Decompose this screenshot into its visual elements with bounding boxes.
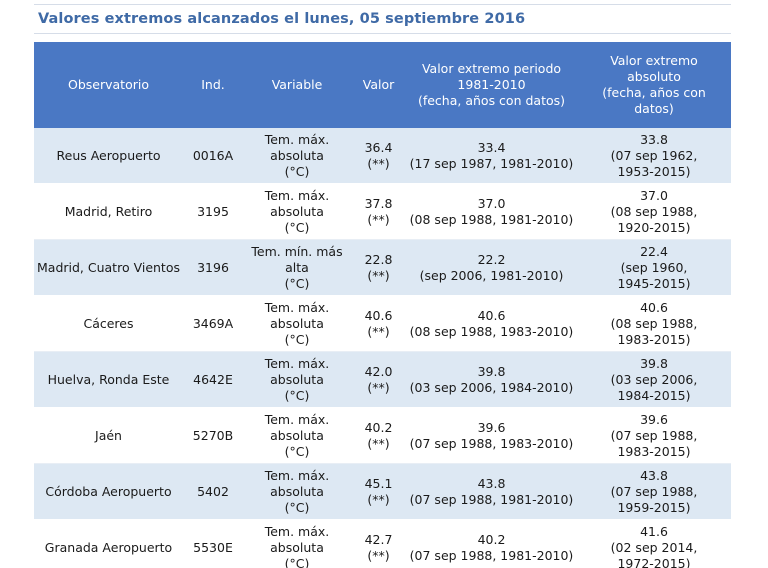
periodo-line: 43.8 (477, 475, 506, 491)
cell-ind: 4642E (183, 352, 243, 408)
table-header (34, 42, 731, 128)
valor-line: 42.7 (364, 531, 393, 547)
variable-line: Tem. máx. absoluta (264, 467, 330, 499)
cell-observatorio: Madrid, Cuatro Vientos (34, 240, 183, 296)
periodo-line: (03 sep 2006, 1984-2010) (409, 379, 574, 395)
valor-line: (**) (367, 267, 390, 283)
header-periodo (406, 42, 577, 128)
cell-periodo (406, 408, 577, 464)
periodo-line: (17 sep 1987, 1981-2010) (409, 155, 574, 171)
valor-line: (**) (367, 435, 390, 451)
absoluto-line: 1959-2015) (617, 499, 691, 515)
header-periodo-line: 1981-2010 (457, 77, 526, 92)
valor-line: 22.8 (364, 251, 393, 267)
extremes-table (34, 42, 731, 568)
header-ind: Ind. (183, 42, 243, 128)
periodo-line: (sep 2006, 1981-2010) (419, 267, 564, 283)
cell-valor (351, 184, 406, 240)
valor-line: (**) (367, 547, 390, 563)
table-body (34, 128, 731, 568)
absoluto-line: 39.8 (640, 355, 668, 371)
absoluto-line: 40.6 (640, 299, 668, 315)
cell-valor (351, 352, 406, 408)
cell-valor (351, 464, 406, 520)
absoluto-line: (08 sep 1988, (610, 203, 698, 219)
absoluto-line: (07 sep 1988, (610, 427, 698, 443)
periodo-line: 37.0 (477, 195, 506, 211)
absoluto-line: 41.6 (640, 523, 668, 539)
header-periodo-line: (fecha, años con datos) (417, 93, 566, 108)
cell-variable (243, 464, 351, 520)
header-absoluto-line: (fecha, años con (602, 85, 706, 100)
variable-line: Tem. máx. absoluta (264, 131, 330, 163)
cell-periodo (406, 352, 577, 408)
cell-observatorio: Granada Aeropuerto (34, 520, 183, 568)
periodo-line: 40.6 (477, 307, 506, 323)
periodo-line: 22.2 (477, 251, 506, 267)
cell-observatorio: Huelva, Ronda Este (34, 352, 183, 408)
periodo-line: 33.4 (477, 139, 506, 155)
cell-valor (351, 520, 406, 568)
absoluto-line: 39.6 (640, 411, 668, 427)
header-absoluto-line: absoluto (627, 69, 681, 84)
cell-variable (243, 352, 351, 408)
table-row (34, 520, 731, 568)
absoluto-line: 43.8 (640, 467, 668, 483)
header-absoluto (577, 42, 731, 128)
valor-line: 36.4 (364, 139, 393, 155)
header-row (34, 42, 731, 128)
periodo-line: (07 sep 1988, 1983-2010) (409, 435, 574, 451)
cell-variable (243, 128, 351, 184)
cell-ind: 5402 (183, 464, 243, 520)
variable-line: Tem. máx. absoluta (264, 411, 330, 443)
cell-absoluto (577, 184, 731, 240)
variable-line: Tem. mín. más alta (251, 243, 343, 275)
absoluto-line: (07 sep 1988, (610, 483, 698, 499)
absoluto-line: 22.4 (640, 243, 668, 259)
cell-absoluto (577, 464, 731, 520)
page-title: Valores extremos alcanzados el lunes, 05 septiembre 2016 (38, 11, 526, 27)
table-row (34, 240, 731, 296)
cell-observatorio: Cáceres (34, 296, 183, 352)
absoluto-line: (sep 1960, (620, 259, 688, 275)
cell-ind: 3469A (183, 296, 243, 352)
variable-line: Tem. máx. absoluta (264, 299, 330, 331)
absoluto-line: (03 sep 2006, (610, 371, 698, 387)
cell-variable (243, 296, 351, 352)
absoluto-line: 1983-2015) (617, 331, 691, 347)
cell-ind: 3196 (183, 240, 243, 296)
cell-variable (243, 408, 351, 464)
header-valor: Valor (351, 42, 406, 128)
table-row (34, 464, 731, 520)
cell-absoluto (577, 128, 731, 184)
valor-line: (**) (367, 211, 390, 227)
table-row (34, 408, 731, 464)
cell-absoluto (577, 296, 731, 352)
periodo-line: (08 sep 1988, 1981-2010) (409, 211, 574, 227)
cell-valor (351, 296, 406, 352)
variable-line: (°C) (284, 387, 310, 403)
absoluto-line: 33.8 (640, 131, 668, 147)
cell-periodo (406, 128, 577, 184)
header-periodo-line: Valor extremo periodo (421, 61, 562, 76)
header-absoluto-line: Valor extremo (610, 53, 698, 68)
table-row (34, 128, 731, 184)
cell-absoluto (577, 352, 731, 408)
valor-line: 37.8 (364, 195, 393, 211)
absoluto-line: 1983-2015) (617, 443, 691, 459)
variable-line: (°C) (284, 163, 310, 179)
cell-periodo (406, 520, 577, 568)
valor-line: 45.1 (364, 475, 393, 491)
header-absoluto-line: datos) (634, 101, 674, 116)
cell-variable (243, 184, 351, 240)
absoluto-line: (08 sep 1988, (610, 315, 698, 331)
valor-line: (**) (367, 155, 390, 171)
periodo-line: 39.8 (477, 363, 506, 379)
absoluto-line: 1984-2015) (617, 387, 691, 403)
periodo-line: 40.2 (477, 531, 506, 547)
periodo-line: 39.6 (477, 419, 506, 435)
cell-observatorio: Reus Aeropuerto (34, 128, 183, 184)
header-observatorio: Observatorio (34, 42, 183, 128)
table-row (34, 352, 731, 408)
cell-periodo (406, 184, 577, 240)
valor-line: 40.6 (364, 307, 393, 323)
valor-line: (**) (367, 491, 390, 507)
cell-ind: 0016A (183, 128, 243, 184)
title-bar (34, 4, 731, 34)
periodo-line: (08 sep 1988, 1983-2010) (409, 323, 574, 339)
cell-periodo (406, 296, 577, 352)
periodo-line: (07 sep 1988, 1981-2010) (409, 491, 574, 507)
absoluto-line: 1945-2015) (617, 275, 691, 291)
absoluto-line: 1972-2015) (617, 555, 691, 568)
variable-line: (°C) (284, 219, 310, 235)
variable-line: (°C) (284, 443, 310, 459)
absoluto-line: (02 sep 2014, (610, 539, 698, 555)
cell-valor (351, 128, 406, 184)
cell-valor (351, 240, 406, 296)
table-row (34, 184, 731, 240)
absoluto-line: 1920-2015) (617, 219, 691, 235)
absoluto-line: 1953-2015) (617, 163, 691, 179)
valor-line: (**) (367, 379, 390, 395)
periodo-line: (07 sep 1988, 1981-2010) (409, 547, 574, 563)
variable-line: (°C) (284, 331, 310, 347)
cell-absoluto (577, 520, 731, 568)
variable-line: (°C) (284, 499, 310, 515)
valor-line: 42.0 (364, 363, 393, 379)
valor-line: 40.2 (364, 419, 393, 435)
variable-line: (°C) (284, 555, 310, 568)
absoluto-line: 37.0 (640, 187, 668, 203)
cell-absoluto (577, 408, 731, 464)
cell-observatorio: Córdoba Aeropuerto (34, 464, 183, 520)
extremes-panel (34, 4, 731, 568)
cell-valor (351, 408, 406, 464)
header-variable: Variable (243, 42, 351, 128)
variable-line: Tem. máx. absoluta (264, 187, 330, 219)
cell-ind: 3195 (183, 184, 243, 240)
cell-variable (243, 520, 351, 568)
cell-ind: 5270B (183, 408, 243, 464)
variable-line: Tem. máx. absoluta (264, 355, 330, 387)
variable-line: (°C) (284, 275, 310, 291)
cell-periodo (406, 240, 577, 296)
cell-periodo (406, 464, 577, 520)
cell-observatorio: Madrid, Retiro (34, 184, 183, 240)
cell-observatorio: Jaén (34, 408, 183, 464)
cell-absoluto (577, 240, 731, 296)
cell-ind: 5530E (183, 520, 243, 568)
cell-variable (243, 240, 351, 296)
variable-line: Tem. máx. absoluta (264, 523, 330, 555)
table-row (34, 296, 731, 352)
absoluto-line: (07 sep 1962, (610, 147, 698, 163)
valor-line: (**) (367, 323, 390, 339)
